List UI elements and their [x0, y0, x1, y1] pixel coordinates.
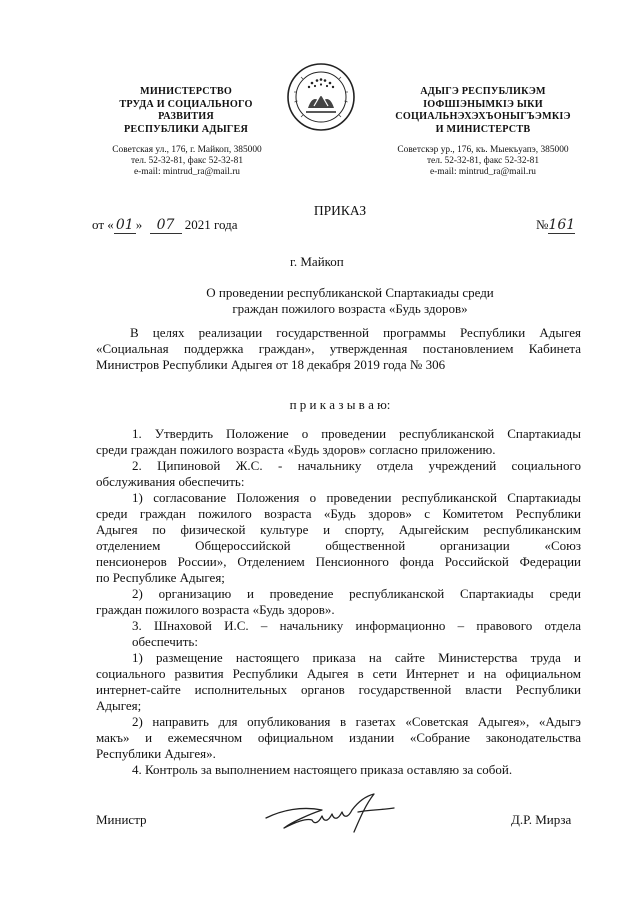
- body-line: по Республике Адыгея;: [96, 570, 225, 585]
- body-line: 2. Ципиновой Ж.С. - начальнику отдела учреждений социального: [132, 458, 581, 473]
- header-right-line: АДЫГЭ РЕСПУБЛИКЭМ: [420, 86, 546, 97]
- header-left-line: МИНИСТЕРСТВО: [140, 86, 232, 97]
- intro-line: В целях реализации государственной программы Республики Адыгея: [130, 325, 581, 340]
- document-title: ПРИКАЗ: [313, 203, 367, 218]
- body-line: отделением Общероссийской общественной организации «Союз: [96, 538, 581, 553]
- body-line: социального развития Республики Адыгея в сети Интернет и на официальном: [96, 666, 581, 681]
- body-line: 1) согласование Положения о проведении республиканской Спартакиады: [132, 490, 581, 505]
- number-value: 161: [548, 217, 576, 233]
- subject-line: граждан пожилого возраста «Будь здоров»: [232, 301, 468, 316]
- body-line: обслуживания обеспечить:: [96, 474, 245, 489]
- body-line: Республики Адыгея».: [96, 746, 216, 761]
- body-line: среди граждан пожилого возраста «Будь здоров» с Комитетом Республики: [96, 506, 581, 521]
- signature-icon: [262, 788, 402, 838]
- order-body: [96, 426, 581, 778]
- document-date: [92, 217, 238, 234]
- header-right-address: Советскэр ур., 176, къ. Мыекъуапэ, 385000: [397, 145, 569, 155]
- header-right-line: ІОФШІЭНЫМКІЭ ЫКИ: [423, 98, 543, 110]
- date-mid: »: [135, 217, 143, 232]
- header-left-phone: тел. 52-32-81, факс 52-32-81: [130, 156, 244, 166]
- intro-line: «Социальная поддержка граждан», утвержденная постановлением Кабинета: [96, 341, 581, 356]
- body-line: граждан пожилого возраста «Будь здоров».: [96, 602, 335, 617]
- body-line: 1) размещение настоящего приказа на сайте Министерства труда и: [132, 650, 581, 665]
- body-line: пенсионеров России», Отделением Пенсионного фонда Российской Федерации: [96, 554, 581, 569]
- header-left-line: РЕСПУБЛИКИ АДЫГЕЯ: [123, 123, 249, 135]
- body-line: обеспечить:: [132, 634, 198, 649]
- signatory-position: Министр: [96, 812, 147, 827]
- header-right-phone: тел. 52-32-81, факс 52-32-81: [426, 156, 540, 166]
- signatory-name: Д.Р. Мирза: [511, 812, 572, 827]
- order-word: п р и к а з ы в а ю:: [289, 397, 391, 412]
- header-left-line: ТРУДА И СОЦИАЛЬНОГО: [119, 98, 253, 110]
- header-right-contacts: [382, 145, 584, 178]
- document-subject: [190, 285, 510, 317]
- intro-paragraph: [96, 325, 581, 373]
- coat-of-arms-adygea-icon: [286, 62, 356, 132]
- number-prefix: №: [536, 217, 549, 232]
- body-line: 2) направить для опубликования в газетах «Советская Адыгея», «Адыгэ: [132, 714, 581, 729]
- body-line: макъ» и ежемесячном официальном издании «Собрание законодательства: [96, 730, 581, 745]
- body-line: 2) организацию и проведение республиканской Спартакиады среди: [132, 586, 581, 601]
- body-line: интернет-сайте исполнительных органов государственной власти Республики: [96, 682, 581, 697]
- date-month: 07: [150, 217, 182, 234]
- body-line: 3. Шнаховой И.С. – начальнику информационно – правового отдела: [132, 618, 581, 633]
- body-line: 4. Контроль за выполнением настоящего приказа оставляю за собой.: [132, 762, 513, 777]
- document-city: г. Майкоп: [290, 254, 344, 269]
- header-left-contacts: [92, 145, 282, 178]
- subject-line: О проведении республиканской Спартакиады среди: [206, 285, 494, 300]
- header-left-ministry: [96, 86, 276, 136]
- body-line: Адыгея;: [96, 698, 142, 713]
- header-left-email: e-mail: mintrud_ra@mail.ru: [134, 167, 240, 177]
- header-right-ministry: [382, 86, 584, 136]
- header-right-email: e-mail: mintrud_ra@mail.ru: [430, 167, 536, 177]
- body-line: 1. Утвердить Положение о проведении республиканской Спартакиады: [132, 426, 581, 441]
- body-line: среди граждан пожилого возраста «Будь здоров» согласно приложению.: [96, 442, 496, 457]
- header-left-address: Советская ул., 176, г. Майкоп, 385000: [112, 145, 262, 155]
- intro-line: Министров Республики Адыгея от 18 декабря 2019 года № 306: [96, 357, 446, 372]
- body-line: Адыгея по физической культуре и спорту, Адыгейским республиканским: [96, 522, 581, 537]
- date-day: 01: [114, 217, 136, 234]
- date-year: 2021 года: [184, 217, 238, 232]
- header-left-line: РАЗВИТИЯ: [158, 111, 214, 122]
- header-right-line: И МИНИСТЕРСТВ: [435, 123, 531, 135]
- header-right-line: СОЦИАЛЬНЭХЭХЪОНЫГЪЭМКІЭ: [395, 111, 571, 122]
- date-prefix: от «: [92, 217, 114, 232]
- document-number: [536, 217, 575, 234]
